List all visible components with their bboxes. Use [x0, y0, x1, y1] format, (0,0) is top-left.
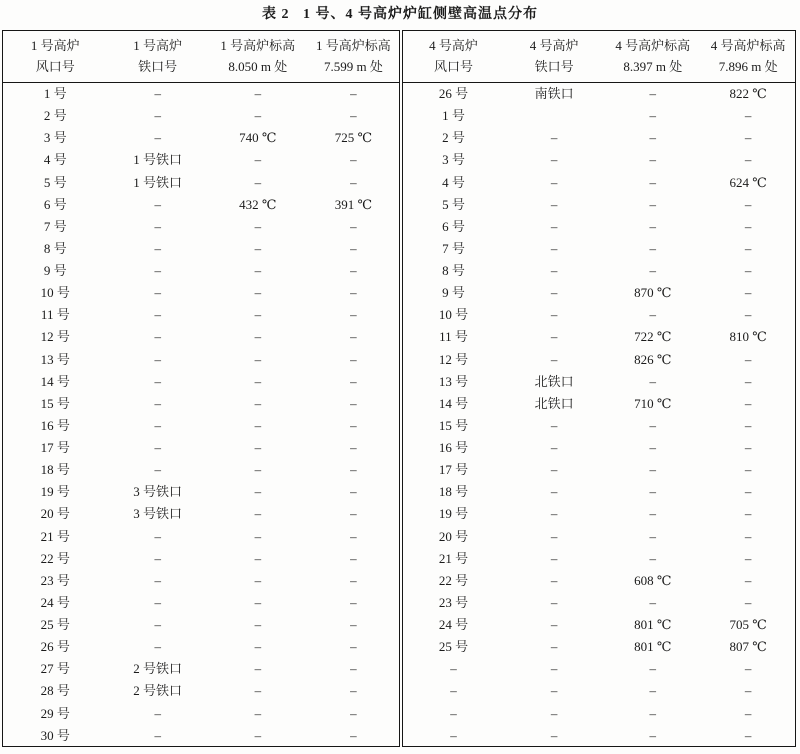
table-row: [3, 83, 796, 105]
bf1-taphole-cell: –: [154, 307, 161, 323]
bf1-taphole-cell: –: [154, 705, 161, 721]
bf4-taphole-cell: [504, 105, 604, 127]
header-bf4-taphole-no: [504, 31, 604, 83]
bf1-temp-7599-cell: –: [350, 617, 357, 633]
bf4-temp-7896-cell: –: [744, 130, 752, 146]
bf1-temp-7599-cell: –: [350, 240, 357, 256]
bf4-taphole-cell: –: [550, 550, 558, 566]
bf4-tuyere-no-cell: 1 号: [401, 105, 504, 127]
bf1-tuyere-no-cell: 10 号: [40, 285, 70, 301]
bf4-tuyere-no-cell: 16 号: [401, 437, 504, 459]
bf4-temp-8397-cell: 801 ℃: [634, 639, 672, 655]
bf1-tuyere-no-cell: 26 号: [40, 639, 70, 655]
bf4-temp-7896-cell: –: [744, 705, 752, 721]
bf4-temp-8397-cell: –: [649, 263, 657, 279]
bf4-temp-8397-cell: –: [649, 152, 657, 168]
bf1-tuyere-no-cell: 15 号: [40, 395, 70, 411]
bf1-taphole-cell: –: [154, 351, 161, 367]
bf1-taphole-cell: –: [154, 285, 161, 301]
bf1-temp-7599-cell: 725 ℃: [334, 130, 373, 146]
header-line2: 8.397 m 处: [623, 58, 683, 74]
bf4-temp-7896-cell: –: [744, 263, 752, 279]
bf1-tuyere-no-cell: 22 号: [40, 550, 70, 566]
bf4-taphole-cell: –: [550, 263, 558, 279]
table-row: [3, 591, 796, 613]
table-row: [3, 414, 796, 436]
bf1-tuyere-no-cell: 16 号: [40, 417, 70, 433]
bf1-taphole-cell: 2 号铁口: [133, 683, 183, 699]
table-row: [3, 193, 796, 215]
bf4-tuyere-no-cell: 14 号: [401, 392, 504, 414]
bf4-taphole-cell: –: [550, 440, 558, 456]
header-line2: 7.599 m 处: [323, 58, 383, 74]
bf1-tuyere-no-cell: 11 号: [40, 307, 70, 323]
bf1-temp-7599-cell: –: [350, 174, 357, 190]
table-row: [3, 724, 796, 746]
bf4-taphole-cell: –: [550, 240, 558, 256]
bf4-taphole-cell: –: [550, 661, 558, 677]
header-line2: 铁口号: [534, 58, 574, 74]
bf4-tuyere-no-cell: 5 号: [401, 193, 504, 215]
header-bf4-elevation-7896: [701, 31, 795, 83]
bf1-taphole-cell: –: [154, 462, 161, 478]
table-row: [3, 481, 796, 503]
bf1-temp-7599-cell: –: [350, 528, 357, 544]
bf4-tuyere-no-cell: –: [401, 680, 504, 702]
bf4-taphole-cell: –: [550, 705, 558, 721]
bf1-temp-7599-cell: –: [350, 329, 357, 345]
header-line1: 4 号高炉标高: [710, 38, 786, 54]
bf4-temp-7896-cell: –: [744, 683, 752, 699]
bf1-temp-7599-cell: –: [350, 705, 357, 721]
bf1-tuyere-no-cell: 6 号: [43, 196, 67, 212]
bf1-taphole-cell: 1 号铁口: [133, 152, 183, 168]
bf4-tuyere-no-cell: 22 号: [401, 569, 504, 591]
bf1-temp-8050-cell: –: [254, 174, 262, 190]
bf4-tuyere-no-cell: 20 号: [401, 525, 504, 547]
bf1-temp-7599-cell: –: [350, 506, 357, 522]
table-row: [3, 348, 796, 370]
bf1-taphole-cell: –: [154, 617, 161, 633]
bf4-temp-7896-cell: 705 ℃: [729, 617, 767, 633]
header-bf4-tuyere-no: [401, 31, 504, 83]
table-row: [3, 614, 796, 636]
bf1-taphole-cell: –: [154, 727, 161, 743]
bf4-taphole-cell: –: [550, 218, 558, 234]
bf4-temp-7896-cell: 822 ℃: [729, 86, 767, 102]
bf4-tuyere-no-cell: 23 号: [401, 591, 504, 613]
bf4-temp-8397-cell: –: [649, 440, 657, 456]
bf1-temp-8050-cell: –: [254, 617, 262, 633]
bf4-tuyere-no-cell: 25 号: [401, 636, 504, 658]
header-bf1-elevation-8050: [208, 31, 308, 83]
bf4-tuyere-no-cell: 12 号: [401, 348, 504, 370]
table-row: [3, 370, 796, 392]
bf1-temp-7599-cell: –: [350, 108, 357, 124]
bf4-taphole-cell: –: [550, 174, 558, 190]
bf1-tuyere-no-cell: 2 号: [43, 108, 67, 124]
bf1-temp-7599-cell: –: [350, 572, 357, 588]
bf1-tuyere-no-cell: 5 号: [43, 174, 67, 190]
bf4-temp-8397-cell: –: [649, 174, 657, 190]
bf4-temp-7896-cell: –: [744, 462, 752, 478]
bf4-tuyere-no-cell: 19 号: [401, 503, 504, 525]
bf1-tuyere-no-cell: 17 号: [40, 440, 70, 456]
bf4-taphole-cell: –: [550, 307, 558, 323]
table-row: [3, 149, 796, 171]
table-row: [3, 304, 796, 326]
table-row: [3, 702, 796, 724]
bf4-taphole-cell: –: [550, 351, 558, 367]
header-line1: 4 号高炉: [529, 38, 579, 54]
bf4-temp-7896-cell: –: [744, 351, 752, 367]
bf4-temp-7896-cell: –: [744, 196, 752, 212]
bf1-temp-7599-cell: –: [350, 417, 357, 433]
bf1-temp-7599-cell: –: [350, 218, 357, 234]
bf4-temp-8397-cell: –: [649, 196, 657, 212]
table-row: [3, 215, 796, 237]
bf4-temp-7896-cell: –: [744, 108, 752, 124]
bf1-temp-7599-cell: –: [350, 484, 357, 500]
bf1-temp-8050-cell: –: [254, 108, 262, 124]
header-line1: 1 号高炉: [30, 38, 80, 54]
table-body: [3, 83, 796, 747]
bf4-tuyere-no-cell: 18 号: [401, 481, 504, 503]
bf4-tuyere-no-cell: –: [401, 702, 504, 724]
header-bf4-elevation-8397: [604, 31, 701, 83]
bf4-temp-8397-cell: 722 ℃: [634, 329, 672, 345]
bf4-temp-7896-cell: –: [744, 373, 752, 389]
bf1-temp-7599-cell: –: [350, 373, 357, 389]
bf4-temp-7896-cell: –: [744, 440, 752, 456]
header-line2: 8.050 m 处: [228, 58, 288, 74]
table-row: [3, 547, 796, 569]
bf4-taphole-cell: –: [550, 285, 558, 301]
bf4-taphole-cell: –: [550, 329, 558, 345]
bf1-temp-8050-cell: –: [254, 572, 262, 588]
bf4-temp-8397-cell: –: [649, 506, 657, 522]
bf1-taphole-cell: –: [154, 86, 161, 102]
bf4-tuyere-no-cell: 13 号: [401, 370, 504, 392]
bf4-temp-7896-cell: –: [744, 484, 752, 500]
header-line2: 铁口号: [138, 58, 178, 74]
bf1-temp-8050-cell: –: [254, 240, 262, 256]
bf1-taphole-cell: –: [154, 440, 161, 456]
bf4-tuyere-no-cell: 24 号: [401, 614, 504, 636]
bf4-temp-7896-cell: –: [744, 307, 752, 323]
bf1-temp-7599-cell: –: [350, 550, 357, 566]
bf4-temp-8397-cell: –: [649, 240, 657, 256]
bf1-temp-7599-cell: –: [350, 661, 357, 677]
bf1-tuyere-no-cell: 30 号: [40, 727, 70, 743]
bf4-temp-7896-cell: –: [744, 594, 752, 610]
bf1-tuyere-no-cell: 19 号: [40, 484, 70, 500]
bf1-tuyere-no-cell: 13 号: [40, 351, 70, 367]
bf4-temp-8397-cell: –: [649, 528, 657, 544]
bf4-taphole-cell: –: [550, 462, 558, 478]
bf1-temp-7599-cell: –: [350, 351, 357, 367]
bf1-taphole-cell: –: [154, 130, 161, 146]
bf4-taphole-cell: –: [550, 617, 558, 633]
table-row: [3, 680, 796, 702]
bf1-temp-8050-cell: –: [254, 661, 262, 677]
bf1-temp-8050-cell: –: [254, 86, 262, 102]
bf4-tuyere-no-cell: –: [401, 658, 504, 680]
bf4-tuyere-no-cell: 2 号: [401, 127, 504, 149]
bf4-temp-7896-cell: –: [744, 572, 752, 588]
bf4-taphole-cell: –: [550, 196, 558, 212]
bf1-temp-8050-cell: –: [254, 550, 262, 566]
bf1-temp-8050-cell: –: [254, 417, 262, 433]
header-line1: 1 号高炉标高: [316, 38, 391, 54]
bf1-taphole-cell: –: [154, 572, 161, 588]
bf1-taphole-cell: 3 号铁口: [133, 506, 183, 522]
bf1-tuyere-no-cell: 8 号: [43, 240, 67, 256]
bf1-temp-8050-cell: –: [254, 705, 262, 721]
bf1-tuyere-no-cell: 3 号: [43, 130, 67, 146]
bf1-tuyere-no-cell: 21 号: [40, 528, 70, 544]
table-row: [3, 503, 796, 525]
bf1-taphole-cell: –: [154, 329, 161, 345]
bf1-tuyere-no-cell: 4 号: [43, 152, 67, 168]
bf4-temp-7896-cell: –: [744, 152, 752, 168]
bf4-tuyere-no-cell: –: [401, 724, 504, 746]
bf4-temp-7896-cell: –: [744, 285, 752, 301]
bf4-temp-8397-cell: –: [649, 218, 657, 234]
bf1-temp-7599-cell: –: [350, 440, 357, 456]
bf1-temp-8050-cell: –: [254, 152, 262, 168]
bf1-tuyere-no-cell: 23 号: [40, 572, 70, 588]
bf4-tuyere-no-cell: 17 号: [401, 459, 504, 481]
bf1-temp-8050-cell: –: [254, 285, 262, 301]
bf1-temp-7599-cell: –: [350, 395, 357, 411]
bf4-temp-8397-cell: –: [649, 462, 657, 478]
bf1-temp-7599-cell: 391 ℃: [334, 196, 373, 212]
bf4-temp-7896-cell: –: [744, 395, 752, 411]
table-header: [3, 31, 796, 83]
bf4-tuyere-no-cell: 3 号: [401, 149, 504, 171]
bf1-temp-7599-cell: –: [350, 462, 357, 478]
bf1-temp-8050-cell: –: [254, 218, 262, 234]
table-caption: 表 2 1 号、4 号高炉炉缸侧壁高温点分布: [262, 7, 538, 22]
bf1-taphole-cell: –: [154, 218, 161, 234]
bf4-tuyere-no-cell: 4 号: [401, 171, 504, 193]
table-row: [3, 658, 796, 680]
bf1-temp-8050-cell: –: [254, 351, 262, 367]
bf1-tuyere-no-cell: 20 号: [40, 506, 70, 522]
bf4-temp-8397-cell: 710 ℃: [634, 395, 672, 411]
bf4-taphole-cell: –: [550, 594, 558, 610]
table-row: [3, 525, 796, 547]
bf1-temp-7599-cell: –: [350, 594, 357, 610]
bf1-taphole-cell: –: [154, 395, 161, 411]
bf1-temp-8050-cell: –: [254, 594, 262, 610]
bf4-temp-8397-cell: –: [649, 550, 657, 566]
bf4-temp-8397-cell: –: [649, 705, 657, 721]
bf4-temp-7896-cell: –: [744, 240, 752, 256]
temperature-distribution-table: [2, 30, 796, 747]
bf4-temp-7896-cell: –: [744, 218, 752, 234]
header-line1: 1 号高炉标高: [220, 38, 296, 54]
bf4-taphole-cell: –: [550, 506, 558, 522]
bf1-tuyere-no-cell: 1 号: [43, 86, 67, 102]
bf1-temp-7599-cell: –: [350, 86, 357, 102]
bf1-tuyere-no-cell: 24 号: [40, 594, 70, 610]
bf4-temp-8397-cell: –: [649, 484, 657, 500]
table-row: [3, 326, 796, 348]
bf1-tuyere-no-cell: 25 号: [40, 617, 70, 633]
bf1-taphole-cell: –: [154, 196, 161, 212]
bf1-tuyere-no-cell: 9 号: [43, 263, 67, 279]
bf1-taphole-cell: –: [154, 373, 161, 389]
bf4-temp-8397-cell: –: [649, 594, 657, 610]
bf4-temp-8397-cell: 801 ℃: [634, 617, 672, 633]
bf4-tuyere-no-cell: 15 号: [401, 414, 504, 436]
table-row: [3, 237, 796, 259]
bf1-temp-8050-cell: –: [254, 329, 262, 345]
bf1-temp-8050-cell: –: [254, 307, 262, 323]
bf1-temp-7599-cell: –: [350, 639, 357, 655]
bf1-temp-8050-cell: 740 ℃: [239, 130, 277, 146]
bf1-temp-7599-cell: –: [350, 727, 357, 743]
bf4-tuyere-no-cell: 11 号: [401, 326, 504, 348]
table-row: [3, 392, 796, 414]
table-row: [3, 636, 796, 658]
bf4-temp-7896-cell: 807 ℃: [729, 639, 767, 655]
bf4-taphole-cell: 北铁口: [534, 373, 574, 389]
bf4-temp-7896-cell: –: [744, 417, 752, 433]
bf1-taphole-cell: –: [154, 263, 161, 279]
bf1-temp-8050-cell: –: [254, 373, 262, 389]
table-row: [3, 282, 796, 304]
table-row: [3, 569, 796, 591]
bf4-temp-8397-cell: –: [649, 307, 657, 323]
table-row: [3, 437, 796, 459]
table-row: [3, 105, 796, 127]
bf4-temp-7896-cell: –: [744, 661, 752, 677]
bf1-temp-8050-cell: –: [254, 639, 262, 655]
header-line1: 4 号高炉标高: [615, 38, 691, 54]
bf4-tuyere-no-cell: 7 号: [401, 237, 504, 259]
bf1-tuyere-no-cell: 18 号: [40, 462, 70, 478]
bf4-taphole-cell: –: [550, 484, 558, 500]
bf4-tuyere-no-cell: 26 号: [401, 83, 504, 105]
bf4-taphole-cell: –: [550, 152, 558, 168]
bf1-temp-8050-cell: –: [254, 727, 262, 743]
bf4-temp-7896-cell: 810 ℃: [729, 329, 767, 345]
bf4-temp-7896-cell: –: [744, 550, 752, 566]
bf1-temp-8050-cell: –: [254, 506, 262, 522]
bf4-temp-8397-cell: –: [649, 683, 657, 699]
bf4-tuyere-no-cell: 8 号: [401, 260, 504, 282]
bf1-taphole-cell: 1 号铁口: [133, 174, 183, 190]
bf1-taphole-cell: –: [154, 108, 161, 124]
bf1-temp-7599-cell: –: [350, 307, 357, 323]
bf4-temp-7896-cell: –: [744, 528, 752, 544]
bf4-taphole-cell: –: [550, 639, 558, 655]
bf1-temp-8050-cell: –: [254, 683, 262, 699]
bf1-taphole-cell: –: [154, 417, 161, 433]
bf4-taphole-cell: –: [550, 572, 558, 588]
bf4-taphole-cell: –: [550, 727, 558, 743]
bf4-temp-8397-cell: –: [649, 86, 657, 102]
bf4-tuyere-no-cell: 10 号: [401, 304, 504, 326]
bf4-temp-8397-cell: –: [649, 661, 657, 677]
bf1-tuyere-no-cell: 12 号: [40, 329, 70, 345]
bf4-temp-7896-cell: –: [744, 727, 752, 743]
bf4-temp-7896-cell: 624 ℃: [729, 174, 767, 190]
bf4-temp-8397-cell: –: [649, 417, 657, 433]
bf1-taphole-cell: –: [154, 594, 161, 610]
bf1-temp-8050-cell: –: [254, 263, 262, 279]
bf4-taphole-cell: –: [550, 528, 558, 544]
bf1-taphole-cell: –: [154, 639, 161, 655]
bf1-tuyere-no-cell: 27 号: [40, 661, 70, 677]
bf1-temp-8050-cell: –: [254, 462, 262, 478]
bf4-tuyere-no-cell: 9 号: [401, 282, 504, 304]
bf4-taphole-cell: –: [550, 417, 558, 433]
bf4-temp-8397-cell: 608 ℃: [634, 572, 672, 588]
bf1-tuyere-no-cell: 14 号: [40, 373, 70, 389]
bf4-temp-8397-cell: 870 ℃: [634, 285, 672, 301]
bf4-tuyere-no-cell: 6 号: [401, 215, 504, 237]
header-line2: 风口号: [434, 58, 474, 74]
table-row: [3, 260, 796, 282]
bf4-taphole-cell: 南铁口: [534, 86, 574, 102]
bf1-taphole-cell: 3 号铁口: [133, 484, 183, 500]
header-line1: 4 号高炉: [429, 38, 478, 54]
header-line1: 1 号高炉: [133, 38, 183, 54]
bf1-taphole-cell: –: [154, 528, 161, 544]
bf1-temp-7599-cell: –: [350, 263, 357, 279]
header-bf1-tuyere-no: [3, 31, 108, 83]
table-row: [3, 459, 796, 481]
bf4-temp-8397-cell: –: [649, 373, 657, 389]
bf4-temp-8397-cell: –: [649, 108, 657, 124]
header-line2: 风口号: [35, 58, 75, 74]
table-row: [3, 171, 796, 193]
bf1-temp-7599-cell: –: [350, 683, 357, 699]
bf4-temp-7896-cell: –: [744, 506, 752, 522]
bf1-temp-8050-cell: –: [254, 528, 262, 544]
bf4-temp-8397-cell: –: [649, 727, 657, 743]
bf4-temp-8397-cell: 826 ℃: [634, 351, 672, 367]
bf4-tuyere-no-cell: 21 号: [401, 547, 504, 569]
bf4-taphole-cell: –: [550, 683, 558, 699]
bf1-temp-8050-cell: –: [254, 440, 262, 456]
table-row: [3, 127, 796, 149]
bf1-temp-7599-cell: –: [350, 285, 357, 301]
bf1-tuyere-no-cell: 28 号: [40, 683, 70, 699]
bf1-taphole-cell: –: [154, 240, 161, 256]
bf1-tuyere-no-cell: 7 号: [43, 218, 67, 234]
bf1-temp-8050-cell: 432 ℃: [239, 196, 277, 212]
bf4-taphole-cell: –: [550, 130, 558, 146]
bf1-taphole-cell: 2 号铁口: [133, 661, 183, 677]
bf1-temp-7599-cell: –: [350, 152, 357, 168]
bf4-temp-8397-cell: –: [649, 130, 657, 146]
bf1-temp-8050-cell: –: [254, 395, 262, 411]
header-bf1-elevation-7599: [308, 31, 401, 83]
header-line2: 7.896 m 处: [718, 58, 778, 74]
header-bf1-taphole-no: [108, 31, 208, 83]
bf1-tuyere-no-cell: 29 号: [40, 705, 70, 721]
header-row: [3, 31, 796, 83]
bf4-taphole-cell: 北铁口: [534, 395, 574, 411]
bf1-taphole-cell: –: [154, 550, 161, 566]
bf1-temp-8050-cell: –: [254, 484, 262, 500]
